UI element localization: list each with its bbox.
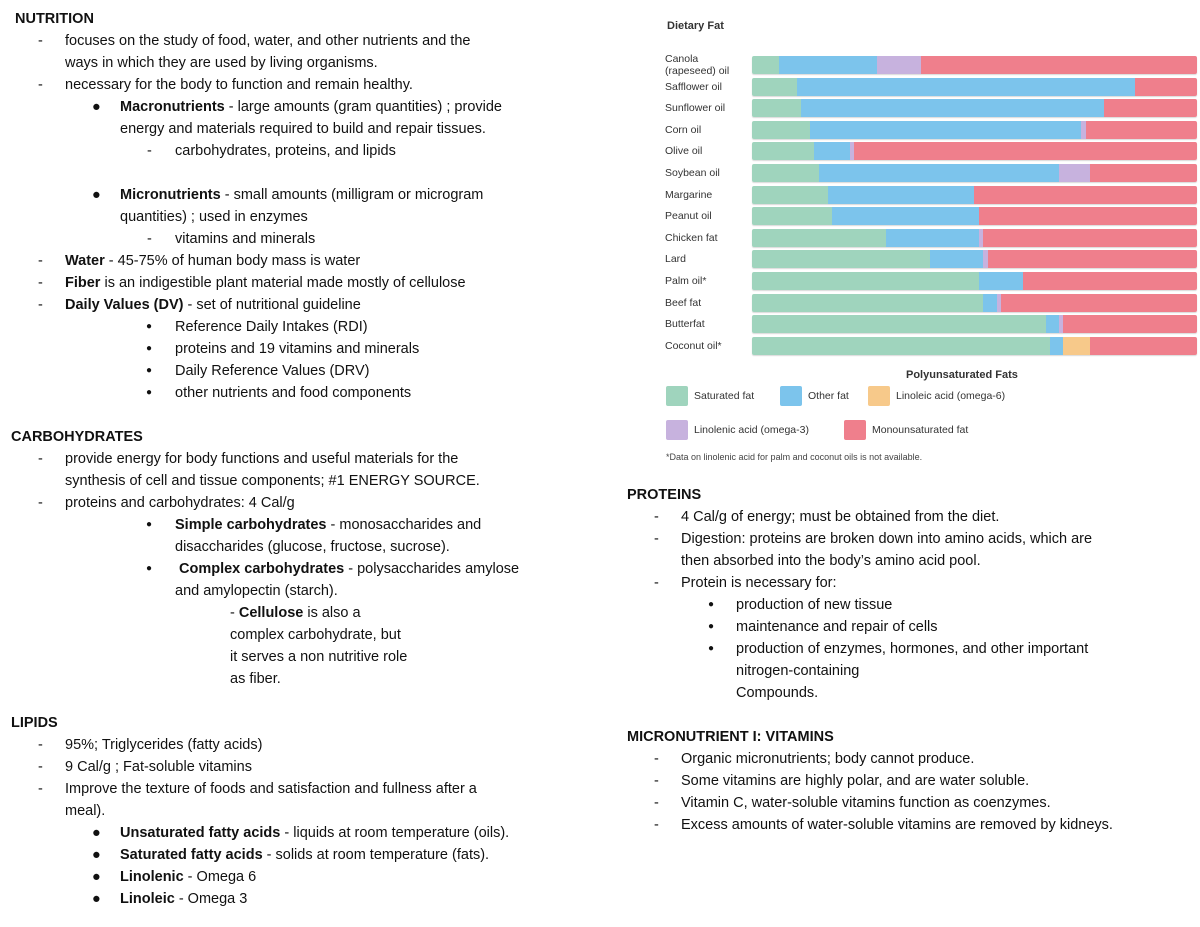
dash-marker: - <box>654 817 659 833</box>
bar-segment <box>979 272 1024 290</box>
bar-segment <box>1046 315 1059 333</box>
bullet-icon: ● <box>708 599 715 610</box>
list-item: ● Saturated fatty acids - solids at room temperature (fats). <box>0 844 620 866</box>
bar-segment <box>752 207 832 225</box>
dash-marker: - <box>654 773 659 789</box>
bar-segment <box>752 78 797 96</box>
list-item: - Fiber is an indigestible plant material made mostly of cellulose <box>0 272 620 294</box>
list-item: - 4 Cal/g of energy; must be obtained from the diet. <box>617 506 1197 528</box>
dash-marker: - <box>38 759 43 775</box>
bullet-icon: ● <box>146 563 153 574</box>
bar <box>752 142 1197 160</box>
bar <box>752 250 1197 268</box>
legend-item <box>666 420 809 440</box>
bar-segment <box>1135 78 1197 96</box>
list-item: - Some vitamins are highly polar, and are water soluble. <box>617 770 1197 792</box>
dash-marker: - <box>654 575 659 591</box>
list-item: ● Linoleic - Omega 3 <box>0 888 620 910</box>
nutrition-heading: NUTRITION <box>15 11 94 27</box>
bullet-icon: ● <box>92 99 101 115</box>
dash-marker: - <box>38 297 43 313</box>
bar <box>752 186 1197 204</box>
right-column <box>617 484 1197 836</box>
bar <box>752 229 1197 247</box>
dietary-fat-chart <box>660 14 1200 469</box>
legend-item <box>844 420 968 440</box>
dash-marker: - <box>38 781 43 797</box>
bar-label: Butterfat <box>665 318 705 331</box>
bar-segment <box>752 121 810 139</box>
legend-item <box>666 386 754 406</box>
dash-marker: - <box>38 77 43 93</box>
dash-marker: - <box>654 509 659 525</box>
bar-segment <box>752 294 983 312</box>
bar-segment <box>1001 294 1197 312</box>
bullet-icon: ● <box>92 847 101 863</box>
bar-label: Peanut oil <box>665 210 712 223</box>
dash-marker: - <box>38 33 43 49</box>
bar-segment <box>1086 121 1197 139</box>
dash-marker: - <box>38 737 43 753</box>
chart-axis-label: Polyunsaturated Fats <box>906 369 1018 381</box>
list-item: - Daily Values (DV) - set of nutritional guideline <box>0 294 620 316</box>
legend-label: Monounsaturated fat <box>872 424 969 436</box>
legend-label: Other fat <box>808 390 849 402</box>
bullet-icon: ● <box>708 643 715 654</box>
list-item: ● Micronutrients - small amounts (milligram or microgram quantities) ; used in enzymes <box>0 184 620 228</box>
bar <box>752 99 1197 117</box>
bar <box>752 164 1197 182</box>
legend-label: Linolenic acid (omega-3) <box>694 424 809 436</box>
bar-label: Coconut oil* <box>665 339 722 352</box>
list-item: - proteins and carbohydrates: 4 Cal/g <box>0 492 620 514</box>
bar-segment <box>1090 164 1197 182</box>
bar-segment <box>1023 272 1197 290</box>
legend-item <box>780 386 849 406</box>
list-item: ● Macronutrients - large amounts (gram quantities) ; provide energy and materials required to build and repair tissues. <box>0 96 620 140</box>
bar-label: Palm oil* <box>665 275 707 287</box>
bar-segment <box>988 250 1197 268</box>
bar-segment <box>1090 337 1197 355</box>
list-item: - Digestion: proteins are broken down into amino acids, which are then absorbed into the body’s amino acid pool. <box>617 528 1197 572</box>
bar-segment <box>854 142 1197 160</box>
bar-label: Sunflower oil <box>665 102 726 115</box>
lipids-heading: LIPIDS <box>11 715 58 731</box>
list-item: ● Simple carbohydrates - monosaccharides and disaccharides (glucose, fructose, sucrose). <box>0 514 620 558</box>
bar-segment <box>877 56 922 74</box>
bar-segment <box>752 164 819 182</box>
bar-segment <box>1063 337 1090 355</box>
list-item: - Excess amounts of water-soluble vitamins are removed by kidneys. <box>617 814 1197 836</box>
bar-segment <box>921 56 1197 74</box>
list-item: - vitamins and minerals <box>0 228 620 250</box>
bar-label: Margarine <box>665 188 713 201</box>
bar-segment <box>1063 315 1197 333</box>
list-item: - carbohydrates, proteins, and lipids <box>0 140 620 162</box>
dash-marker: - <box>38 253 43 269</box>
bar-segment <box>752 315 1046 333</box>
legend-swatch <box>666 386 688 406</box>
list-item: ● other nutrients and food components <box>0 382 620 404</box>
bar-segment <box>819 164 1059 182</box>
list-item: ● Unsaturated fatty acids - liquids at room temperature (oils). <box>0 822 620 844</box>
bar-segment <box>828 186 975 204</box>
bar <box>752 337 1197 355</box>
bar-segment <box>752 56 779 74</box>
list-item: - Organic micronutrients; body cannot produce. <box>617 748 1197 770</box>
bar-label: Beef fat <box>665 296 702 309</box>
bar-segment <box>930 250 983 268</box>
bar-segment <box>797 78 1135 96</box>
bar-segment <box>810 121 1081 139</box>
bar-segment <box>752 337 1050 355</box>
legend-swatch <box>868 386 890 406</box>
list-item: - Cellulose is also a complex carbohydrate, but it serves a non nutritive role as fiber. <box>230 605 408 687</box>
bar <box>752 315 1197 333</box>
dash-marker: - <box>38 275 43 291</box>
dash-marker: - <box>654 751 659 767</box>
legend-swatch <box>666 420 688 440</box>
bullet-icon: ● <box>146 343 153 354</box>
vitamins-heading: MICRONUTRIENT I: VITAMINS <box>627 729 834 745</box>
list-item: ● Daily Reference Values (DRV) <box>0 360 620 382</box>
list-item: ● Reference Daily Intakes (RDI) <box>0 316 620 338</box>
proteins-heading: PROTEINS <box>627 487 702 503</box>
chart-footnote: *Data on linolenic acid for palm and coconut oils is not available. <box>666 452 923 462</box>
legend-label: Linoleic acid (omega-6) <box>896 390 1006 402</box>
bullet-icon: ● <box>92 825 101 841</box>
bullet-icon: ● <box>92 187 101 203</box>
bar-segment <box>752 229 886 247</box>
bar-segment <box>886 229 979 247</box>
bar-segment <box>832 207 979 225</box>
bar-label: Canola (rapeseed) oil <box>665 53 730 77</box>
legend-item <box>868 386 1005 406</box>
bar <box>752 56 1197 74</box>
carbohydrates-heading: CARBOHYDRATES <box>11 429 143 445</box>
list-item: - focuses on the study of food, water, and other nutrients and the ways in which they are used by living organisms. <box>0 30 620 74</box>
bar-label: Safflower oil <box>665 80 723 93</box>
list-item: - Improve the texture of foods and satisfaction and fullness after a meal). <box>0 778 620 822</box>
bullet-icon: ● <box>92 891 101 907</box>
bar-segment <box>752 142 814 160</box>
list-item: ● maintenance and repair of cells <box>617 616 1197 638</box>
bar-segment <box>801 99 1104 117</box>
bar <box>752 207 1197 225</box>
bar <box>752 78 1197 96</box>
bullet-icon: ● <box>146 519 153 530</box>
dash-marker: - <box>654 531 659 547</box>
list-item: ● proteins and 19 vitamins and minerals <box>0 338 620 360</box>
bar-segment <box>1059 164 1090 182</box>
bullet-icon: ● <box>92 869 101 885</box>
bar-label: Olive oil <box>665 145 703 158</box>
bar-segment <box>814 142 850 160</box>
bullet-icon: ● <box>146 387 153 398</box>
dash-marker: - <box>147 143 152 159</box>
bar-segment <box>974 186 1197 204</box>
bar-segment <box>752 99 801 117</box>
bar-segment <box>979 207 1197 225</box>
bar-segment <box>1104 99 1197 117</box>
bar-label: Corn oil <box>665 123 702 136</box>
list-item: - Protein is necessary for: <box>617 572 1197 594</box>
bar-label: Lard <box>665 253 687 266</box>
bullet-icon: ● <box>146 365 153 376</box>
bar <box>752 121 1197 139</box>
legend-swatch <box>780 386 802 406</box>
list-item: ● Linolenic - Omega 6 <box>0 866 620 888</box>
bar-segment <box>1050 337 1063 355</box>
list-item: ● production of enzymes, hormones, and other important nitrogen-containing Compounds. <box>617 638 1197 704</box>
dash-marker: - <box>38 495 43 511</box>
bar-segment <box>779 56 877 74</box>
legend-label: Saturated fat <box>694 390 755 402</box>
dash-marker: - <box>38 451 43 467</box>
bar-segment <box>983 229 1197 247</box>
list-item: - necessary for the body to function and remain healthy. <box>0 74 620 96</box>
bar <box>752 294 1197 312</box>
list-item: ● production of new tissue <box>617 594 1197 616</box>
bar-label: Soybean oil <box>665 167 720 179</box>
dash-marker: - <box>654 795 659 811</box>
bar-label: Chicken fat <box>665 231 718 244</box>
bullet-icon: ● <box>708 621 715 632</box>
left-column <box>0 8 620 910</box>
list-item: ● Complex carbohydrates - polysaccharides amylose and amylopectin (starch). <box>0 558 620 602</box>
bar-segment <box>983 294 996 312</box>
dash-marker: - <box>147 231 152 247</box>
list-item: - 9 Cal/g ; Fat-soluble vitamins <box>0 756 620 778</box>
list-item: - 95%; Triglycerides (fatty acids) <box>0 734 620 756</box>
bullet-icon: ● <box>146 321 153 332</box>
list-item: - Water - 45-75% of human body mass is water <box>0 250 620 272</box>
bar <box>752 272 1197 290</box>
legend-swatch <box>844 420 866 440</box>
list-item: - Vitamin C, water-soluble vitamins function as coenzymes. <box>617 792 1197 814</box>
list-item: - provide energy for body functions and useful materials for the synthesis of cell and tissue components; #1 ENERGY SOURCE. <box>0 448 620 492</box>
chart-title: Dietary Fat <box>667 20 724 32</box>
bar-segment <box>752 186 828 204</box>
bar-segment <box>752 250 930 268</box>
bar-segment <box>752 272 979 290</box>
